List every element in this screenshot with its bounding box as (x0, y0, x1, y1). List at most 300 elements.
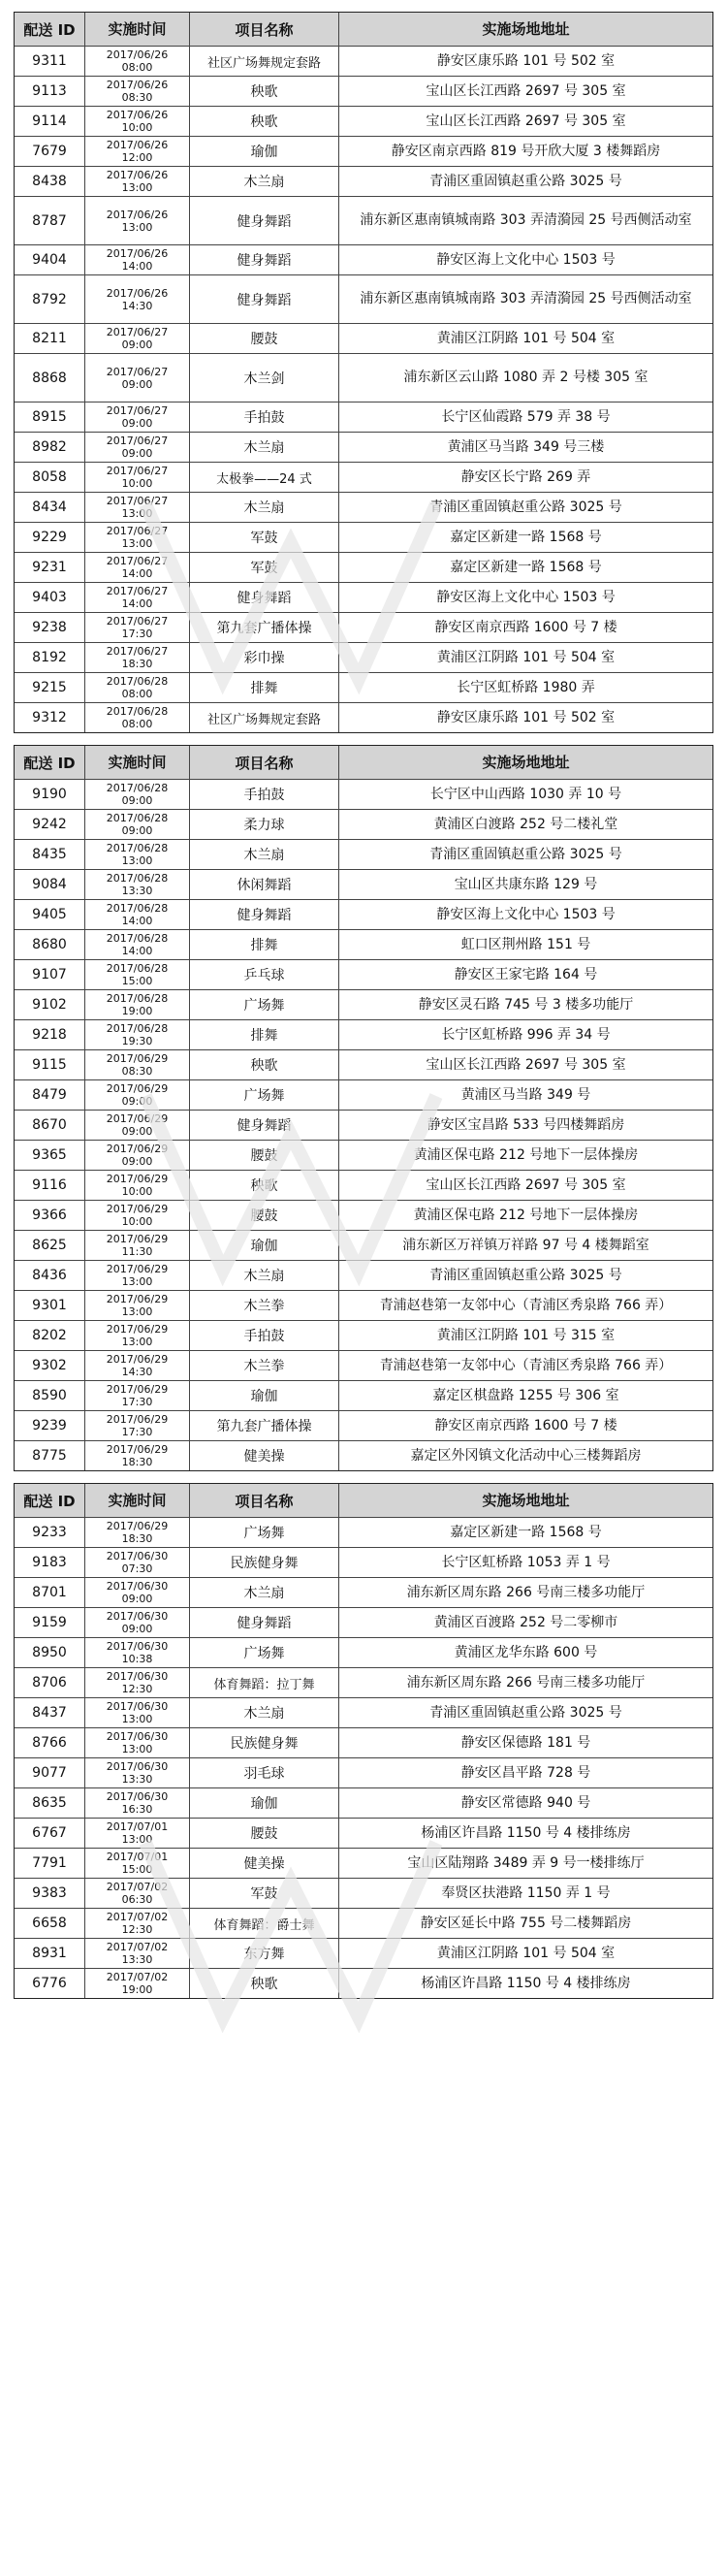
cell-address: 静安区南京西路 1600 号 7 楼 (338, 613, 712, 642)
cell-date: 2017/06/30 (106, 1550, 169, 1562)
cell-time (84, 840, 189, 869)
cell-project: 军鼓 (189, 523, 338, 552)
table-row (15, 959, 712, 989)
cell-date: 2017/06/27 (106, 615, 169, 628)
cell-time (84, 433, 189, 462)
cell-address: 长宁区虹桥路 1980 弄 (338, 673, 712, 702)
cell-clock: 18:30 (121, 1532, 153, 1545)
cell-project: 彩巾操 (189, 643, 338, 672)
header-col-id: 配送 ID (23, 754, 76, 772)
cell-id: 8950 (32, 1645, 67, 1660)
table-row (15, 1577, 712, 1607)
cell-clock: 13:00 (121, 220, 153, 234)
cell-address: 静安区常德路 940 号 (338, 1788, 712, 1818)
cell-clock: 08:00 (121, 61, 153, 74)
cell-address: 浦东新区万祥镇万祥路 97 号 4 楼舞蹈室 (338, 1231, 712, 1260)
table-header-row (15, 1484, 712, 1517)
cell-time (84, 1111, 189, 1140)
cell-id: 8211 (32, 331, 67, 346)
cell-project: 瑜伽 (189, 137, 338, 166)
cell-project: 羽毛球 (189, 1758, 338, 1787)
cell-date: 2017/06/27 (106, 495, 169, 507)
cell-time (84, 523, 189, 552)
header-col-id: 配送 ID (23, 1492, 76, 1510)
cell-id: 6776 (32, 1976, 67, 1991)
cell-address: 青浦赵巷第一友邻中心（青浦区秀泉路 766 弄） (338, 1351, 712, 1380)
cell-id: 9077 (32, 1765, 67, 1781)
cell-id: 8058 (32, 469, 67, 485)
cell-project: 木兰扇 (189, 167, 338, 196)
cell-address: 杨浦区许昌路 1150 号 4 楼排练房 (338, 1969, 712, 1998)
cell-date: 2017/06/29 (106, 1413, 169, 1426)
header-col-time: 实施时间 (84, 746, 189, 779)
cell-time (84, 1728, 189, 1757)
cell-clock: 14:00 (121, 597, 153, 610)
cell-time (84, 583, 189, 612)
cell-project: 排舞 (189, 673, 338, 702)
cell-clock: 09:00 (121, 417, 153, 430)
cell-id: 8437 (32, 1705, 67, 1721)
cell-date: 2017/06/27 (106, 525, 169, 537)
cell-address: 静安区保德路 181 号 (338, 1728, 712, 1757)
cell-address: 浦东新区惠南镇城南路 303 弄清漪园 25 号西侧活动室 (338, 197, 712, 244)
schedule-sheet (14, 12, 713, 2009)
table-row (15, 106, 712, 136)
cell-date: 2017/06/29 (106, 1082, 169, 1095)
cell-address: 青浦区重固镇赵重公路 3025 号 (338, 840, 712, 869)
cell-clock: 10:38 (121, 1653, 153, 1665)
cell-id: 9159 (32, 1615, 67, 1630)
cell-address: 静安区海上文化中心 1503 号 (338, 900, 712, 929)
cell-project: 秧歌 (189, 107, 338, 136)
cell-address: 浦东新区周东路 266 号南三楼多功能厅 (338, 1668, 712, 1697)
cell-address: 宝山区陆翔路 3489 弄 9 号一楼排练厅 (338, 1849, 712, 1878)
header-col-time: 实施时间 (84, 13, 189, 46)
cell-id: 8915 (32, 409, 67, 425)
cell-time (84, 402, 189, 432)
cell-project: 民族健身舞 (189, 1728, 338, 1757)
cell-project: 第九套广播体操 (189, 613, 338, 642)
cell-id: 9102 (32, 997, 67, 1013)
cell-project: 手拍鼓 (189, 780, 338, 809)
table-row (15, 1787, 712, 1818)
cell-project: 木兰扇 (189, 433, 338, 462)
table-row (15, 1547, 712, 1577)
cell-project: 柔力球 (189, 810, 338, 839)
table-row (15, 1440, 712, 1470)
cell-id: 9114 (32, 113, 67, 129)
cell-clock: 09:00 (121, 377, 153, 391)
cell-project: 腰鼓 (189, 324, 338, 353)
cell-address: 青浦区重固镇赵重公路 3025 号 (338, 493, 712, 522)
table-row (15, 76, 712, 106)
cell-date: 2017/06/28 (106, 872, 169, 885)
cell-clock: 14:00 (121, 945, 153, 957)
table-row (15, 196, 712, 244)
cell-time (84, 197, 189, 244)
cell-time (84, 1698, 189, 1727)
cell-time (84, 1080, 189, 1110)
cell-address: 静安区延长中路 755 号二楼舞蹈房 (338, 1909, 712, 1938)
cell-clock: 12:00 (121, 151, 153, 164)
cell-id: 9311 (32, 53, 67, 69)
table-row (15, 353, 712, 402)
cell-id: 8931 (32, 1946, 67, 1961)
cell-time (84, 1668, 189, 1697)
table-row (15, 1818, 712, 1848)
cell-project: 体育舞蹈：拉丁舞 (189, 1668, 338, 1697)
cell-time (84, 1969, 189, 1998)
cell-address: 黄浦区江阴路 101 号 504 室 (338, 1939, 712, 1968)
cell-project: 健身舞蹈 (189, 583, 338, 612)
cell-id: 9115 (32, 1057, 67, 1073)
cell-id: 9229 (32, 530, 67, 545)
table-row (15, 1380, 712, 1410)
cell-time (84, 1578, 189, 1607)
cell-id: 9183 (32, 1555, 67, 1570)
cell-address: 静安区长宁路 269 弄 (338, 463, 712, 492)
cell-project: 排舞 (189, 930, 338, 959)
cell-address: 黄浦区百渡路 252 号二零柳市 (338, 1608, 712, 1637)
cell-time (84, 1171, 189, 1200)
table-row (15, 1667, 712, 1697)
cell-date: 2017/06/27 (106, 585, 169, 597)
cell-project: 健身舞蹈 (189, 197, 338, 244)
cell-time (84, 1909, 189, 1938)
table-row (15, 1878, 712, 1908)
cell-address: 宝山区长江西路 2697 号 305 室 (338, 77, 712, 106)
cell-clock: 18:30 (121, 658, 153, 670)
cell-time (84, 1411, 189, 1440)
cell-time (84, 1939, 189, 1968)
table-row (15, 166, 712, 196)
cell-address: 青浦区重固镇赵重公路 3025 号 (338, 1261, 712, 1290)
cell-time (84, 1608, 189, 1637)
cell-time (84, 990, 189, 1019)
cell-project: 瑜伽 (189, 1788, 338, 1818)
cell-date: 2017/06/29 (106, 1443, 169, 1456)
cell-time (84, 1638, 189, 1667)
cell-address: 静安区南京西路 819 号开欣大厦 3 楼舞蹈房 (338, 137, 712, 166)
cell-id: 9231 (32, 560, 67, 575)
cell-project: 社区广场舞规定套路 (189, 703, 338, 732)
cell-time (84, 1321, 189, 1350)
cell-address: 宝山区长江西路 2697 号 305 室 (338, 107, 712, 136)
cell-address: 黄浦区保屯路 212 号地下一层体操房 (338, 1141, 712, 1170)
cell-clock: 09:00 (121, 1155, 153, 1168)
cell-project: 木兰扇 (189, 1578, 338, 1607)
cell-id: 9366 (32, 1208, 67, 1223)
cell-clock: 08:30 (121, 1065, 153, 1078)
header-col-time: 实施时间 (84, 1484, 189, 1517)
header-col-project: 项目名称 (189, 13, 338, 46)
table-row (15, 1637, 712, 1667)
cell-id: 9190 (32, 787, 67, 802)
cell-id: 8792 (32, 291, 67, 307)
cell-date: 2017/06/28 (106, 842, 169, 854)
cell-date: 2017/06/26 (106, 109, 169, 121)
cell-date: 2017/06/26 (106, 208, 169, 221)
cell-project: 体育舞蹈：爵士舞 (189, 1909, 338, 1938)
table-section-3 (14, 1483, 713, 1999)
table-row (15, 432, 712, 462)
cell-date: 2017/06/29 (106, 1383, 169, 1396)
table-row (15, 1908, 712, 1938)
cell-address: 浦东新区周东路 266 号南三楼多功能厅 (338, 1578, 712, 1607)
cell-address: 黄浦区马当路 349 号 (338, 1080, 712, 1110)
table-row (15, 809, 712, 839)
cell-clock: 10:00 (121, 121, 153, 134)
cell-date: 2017/06/30 (106, 1760, 169, 1773)
cell-clock: 16:30 (121, 1803, 153, 1816)
cell-time (84, 930, 189, 959)
cell-time (84, 1291, 189, 1320)
cell-time (84, 1020, 189, 1049)
cell-project: 木兰扇 (189, 840, 338, 869)
header-col-project: 项目名称 (189, 746, 338, 779)
cell-id: 9107 (32, 967, 67, 982)
cell-date: 2017/06/27 (106, 435, 169, 447)
cell-address: 静安区灵石路 745 号 3 楼多功能厅 (338, 990, 712, 1019)
cell-address: 黄浦区江阴路 101 号 504 室 (338, 643, 712, 672)
table-row (15, 1019, 712, 1049)
cell-clock: 17:30 (121, 1396, 153, 1408)
cell-project: 手拍鼓 (189, 402, 338, 432)
table-row (15, 402, 712, 432)
cell-project: 健身舞蹈 (189, 900, 338, 929)
cell-date: 2017/06/29 (106, 1203, 169, 1215)
cell-clock: 09:00 (121, 1095, 153, 1108)
cell-time (84, 1201, 189, 1230)
table-row (15, 612, 712, 642)
cell-time (84, 1879, 189, 1908)
cell-address: 嘉定区新建一路 1568 号 (338, 523, 712, 552)
cell-project: 腰鼓 (189, 1201, 338, 1230)
cell-clock: 13:00 (121, 1305, 153, 1318)
cell-clock: 07:30 (121, 1562, 153, 1575)
table-row (15, 136, 712, 166)
cell-id: 9215 (32, 680, 67, 695)
table-row (15, 1079, 712, 1110)
cell-date: 2017/06/28 (106, 902, 169, 915)
table-row (15, 899, 712, 929)
cell-address: 黄浦区保屯路 212 号地下一层体操房 (338, 1201, 712, 1230)
cell-time (84, 1518, 189, 1547)
cell-date: 2017/07/01 (106, 1820, 169, 1833)
cell-id: 8868 (32, 370, 67, 386)
cell-project: 木兰扇 (189, 1698, 338, 1727)
cell-id: 8435 (32, 847, 67, 862)
cell-project: 秧歌 (189, 1050, 338, 1079)
cell-time (84, 703, 189, 732)
cell-address: 长宁区仙霞路 579 弄 38 号 (338, 402, 712, 432)
cell-id: 9242 (32, 817, 67, 832)
cell-project: 东方舞 (189, 1939, 338, 1968)
table-row (15, 522, 712, 552)
table-row (15, 702, 712, 732)
cell-time (84, 1548, 189, 1577)
table-row (15, 1848, 712, 1878)
cell-clock: 09:00 (121, 794, 153, 807)
cell-clock: 13:00 (121, 1713, 153, 1725)
cell-project: 社区广场舞规定套路 (189, 47, 338, 76)
table-section-1 (14, 12, 713, 733)
cell-address: 静安区南京西路 1600 号 7 楼 (338, 1411, 712, 1440)
cell-project: 军鼓 (189, 553, 338, 582)
cell-project: 秧歌 (189, 77, 338, 106)
cell-date: 2017/06/27 (106, 365, 169, 378)
cell-id: 8787 (32, 212, 67, 229)
cell-clock: 13:00 (121, 1336, 153, 1348)
table-row (15, 1320, 712, 1350)
cell-date: 2017/06/29 (106, 1173, 169, 1185)
cell-time (84, 553, 189, 582)
cell-clock: 19:30 (121, 1035, 153, 1047)
table-row (15, 552, 712, 582)
cell-id: 9233 (32, 1525, 67, 1540)
cell-date: 2017/06/28 (106, 1022, 169, 1035)
cell-project: 木兰扇 (189, 493, 338, 522)
cell-date: 2017/06/29 (106, 1323, 169, 1336)
cell-address: 杨浦区许昌路 1150 号 4 楼排练房 (338, 1819, 712, 1848)
cell-address: 浦东新区惠南镇城南路 303 弄清漪园 25 号西侧活动室 (338, 275, 712, 323)
cell-clock: 08:00 (121, 688, 153, 700)
cell-id: 9238 (32, 620, 67, 635)
table-row (15, 244, 712, 274)
cell-clock: 17:30 (121, 628, 153, 640)
cell-address: 静安区昌平路 728 号 (338, 1758, 712, 1787)
cell-project: 健身舞蹈 (189, 1608, 338, 1637)
cell-time (84, 1231, 189, 1260)
cell-time (84, 77, 189, 106)
cell-date: 2017/06/27 (106, 404, 169, 417)
cell-id: 8635 (32, 1795, 67, 1811)
cell-date: 2017/06/29 (106, 1052, 169, 1065)
cell-time (84, 1351, 189, 1380)
cell-clock: 10:00 (121, 477, 153, 490)
cell-address: 静安区海上文化中心 1503 号 (338, 245, 712, 274)
header-col-address: 实施场地地址 (338, 746, 712, 779)
cell-date: 2017/06/28 (106, 932, 169, 945)
cell-clock: 10:00 (121, 1215, 153, 1228)
cell-clock: 13:00 (121, 507, 153, 520)
cell-project: 广场舞 (189, 1518, 338, 1547)
cell-id: 8701 (32, 1585, 67, 1600)
cell-id: 8438 (32, 174, 67, 189)
cell-id: 8479 (32, 1087, 67, 1103)
cell-clock: 13:00 (121, 537, 153, 550)
cell-id: 8766 (32, 1735, 67, 1751)
table-row (15, 582, 712, 612)
cell-clock: 18:30 (121, 1456, 153, 1468)
table-row (15, 779, 712, 809)
cell-id: 9301 (32, 1298, 67, 1313)
cell-time (84, 960, 189, 989)
cell-project: 健身舞蹈 (189, 1111, 338, 1140)
table-row (15, 642, 712, 672)
cell-clock: 09:00 (121, 338, 153, 351)
cell-address: 长宁区虹桥路 1053 弄 1 号 (338, 1548, 712, 1577)
cell-address: 宝山区长江西路 2697 号 305 室 (338, 1050, 712, 1079)
cell-address: 黄浦区江阴路 101 号 315 室 (338, 1321, 712, 1350)
cell-clock: 08:00 (121, 718, 153, 730)
cell-id: 9403 (32, 590, 67, 605)
cell-time (84, 107, 189, 136)
cell-address: 虹口区荆州路 151 号 (338, 930, 712, 959)
cell-time (84, 137, 189, 166)
table-row (15, 1607, 712, 1637)
cell-clock: 13:00 (121, 854, 153, 867)
cell-time (84, 1141, 189, 1170)
cell-date: 2017/06/27 (106, 645, 169, 658)
cell-id: 9312 (32, 710, 67, 725)
cell-address: 黄浦区江阴路 101 号 504 室 (338, 324, 712, 353)
cell-id: 9365 (32, 1147, 67, 1163)
cell-project: 军鼓 (189, 1879, 338, 1908)
cell-time (84, 1758, 189, 1787)
cell-time (84, 1788, 189, 1818)
cell-id: 9405 (32, 907, 67, 922)
cell-project: 秧歌 (189, 1969, 338, 1998)
table-row (15, 869, 712, 899)
cell-clock: 14:00 (121, 567, 153, 580)
cell-address: 长宁区中山西路 1030 弄 10 号 (338, 780, 712, 809)
cell-project: 休闲舞蹈 (189, 870, 338, 899)
table-row (15, 274, 712, 323)
cell-date: 2017/06/29 (106, 1353, 169, 1366)
cell-date: 2017/06/30 (106, 1790, 169, 1803)
cell-clock: 11:30 (121, 1245, 153, 1258)
cell-time (84, 324, 189, 353)
cell-date: 2017/06/30 (106, 1610, 169, 1623)
cell-date: 2017/06/29 (106, 1263, 169, 1275)
cell-project: 瑜伽 (189, 1381, 338, 1410)
cell-time (84, 1819, 189, 1848)
cell-clock: 14:00 (121, 915, 153, 927)
table-row (15, 929, 712, 959)
cell-address: 静安区王家宅路 164 号 (338, 960, 712, 989)
cell-id: 8706 (32, 1675, 67, 1690)
cell-date: 2017/06/30 (106, 1640, 169, 1653)
table-row (15, 1049, 712, 1079)
cell-address: 宝山区长江西路 2697 号 305 室 (338, 1171, 712, 1200)
cell-id: 6767 (32, 1825, 67, 1841)
table-row (15, 1200, 712, 1230)
cell-clock: 19:00 (121, 1983, 153, 1996)
cell-project: 健身舞蹈 (189, 245, 338, 274)
cell-clock: 06:30 (121, 1893, 153, 1906)
cell-date: 2017/06/26 (106, 286, 169, 300)
table-row (15, 1517, 712, 1547)
cell-clock: 17:30 (121, 1426, 153, 1438)
cell-time (84, 1849, 189, 1878)
cell-address: 静安区康乐路 101 号 502 室 (338, 703, 712, 732)
table-row (15, 839, 712, 869)
header-col-id: 配送 ID (23, 20, 76, 39)
cell-project: 广场舞 (189, 1080, 338, 1110)
cell-time (84, 643, 189, 672)
cell-date: 2017/06/29 (106, 1233, 169, 1245)
cell-project: 第九套广播体操 (189, 1411, 338, 1440)
cell-clock: 13:00 (121, 1833, 153, 1846)
cell-time (84, 1381, 189, 1410)
cell-time (84, 780, 189, 809)
cell-time (84, 167, 189, 196)
table-row (15, 1230, 712, 1260)
header-col-address: 实施场地地址 (338, 13, 712, 46)
table-row (15, 1110, 712, 1140)
cell-clock: 09:00 (121, 1125, 153, 1138)
